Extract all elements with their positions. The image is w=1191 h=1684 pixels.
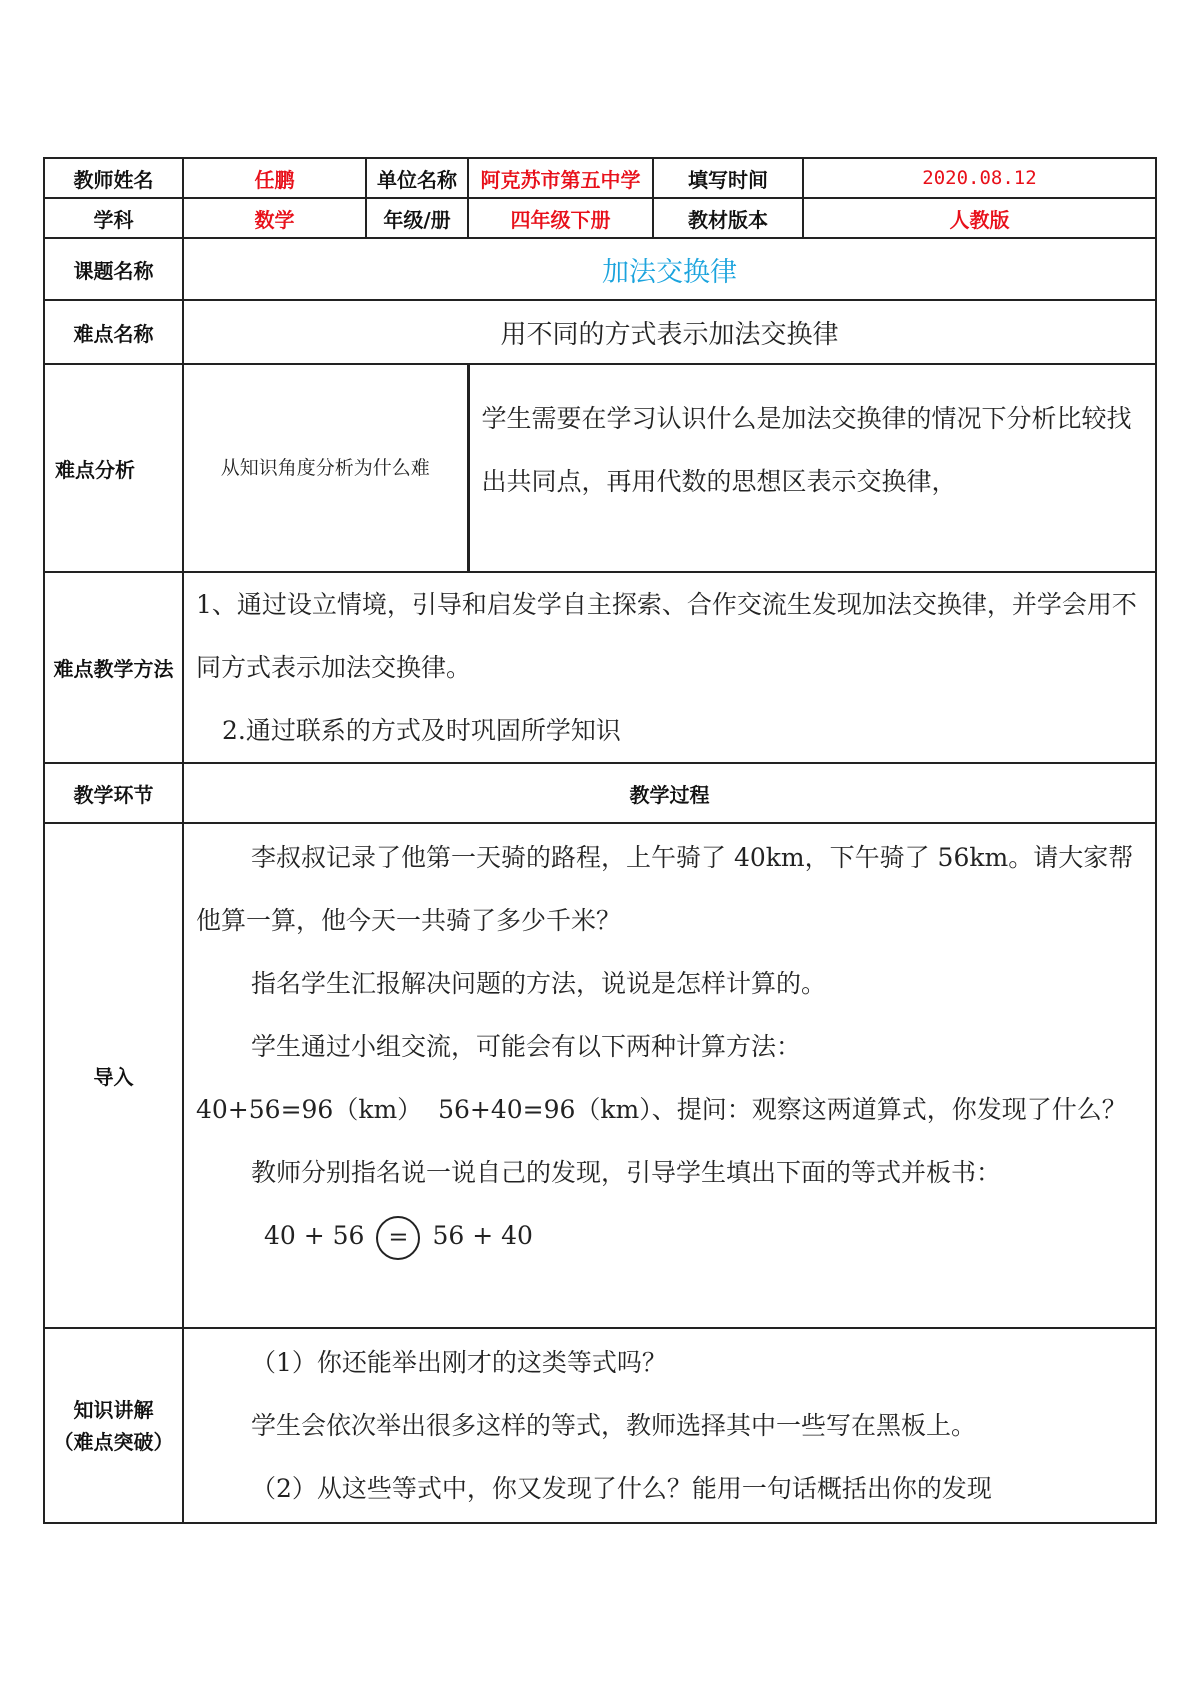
- process-header-row: [44, 763, 1156, 823]
- edition-value: 人教版: [803, 198, 1156, 238]
- method-label: 难点教学方法: [44, 572, 183, 763]
- grade-label: 年级/册: [366, 198, 468, 238]
- teacher-label: 教师姓名: [44, 158, 183, 198]
- knowledge-row: [44, 1328, 1156, 1523]
- analysis-text-cell: [468, 364, 1156, 572]
- unit-label: 单位名称: [366, 158, 468, 198]
- method-text-cell: [183, 572, 1156, 763]
- intro-p2: 指名学生汇报解决问题的方法，说说是怎样计算的。: [251, 969, 827, 998]
- process-label: 教学过程: [183, 763, 1156, 823]
- method-text: [184, 573, 1155, 762]
- method-line-2: 2.通过联系的方式及时巩固所学知识: [222, 716, 621, 745]
- topic-label: 课题名称: [44, 238, 183, 300]
- knowledge-label-line-2: （难点突破）: [53, 1429, 174, 1454]
- knowledge-text-cell: [183, 1328, 1156, 1523]
- lesson-plan-sheet: [43, 157, 1155, 1524]
- intro-text-cell: [183, 823, 1156, 1328]
- grade-value: 四年级下册: [468, 198, 653, 238]
- header-row-2: [44, 198, 1156, 238]
- fill-date: 2020.08.12: [803, 158, 1156, 198]
- knowledge-label: [44, 1328, 183, 1523]
- difficulty-row: [44, 300, 1156, 364]
- intro-label: 导入: [44, 823, 183, 1328]
- date-label: 填写时间: [653, 158, 803, 198]
- intro-p4: 40+56=96（km） 56+40=96（km）、提问：观察这两道算式，你发现了什么？: [196, 1095, 1127, 1124]
- knowledge-label-line-1: 知识讲解: [73, 1397, 154, 1422]
- topic-title: 加法交换律: [183, 238, 1156, 300]
- subject-label: 学科: [44, 198, 183, 238]
- circled-equals: =: [376, 1216, 420, 1260]
- analysis-sub-label: 从知识角度分析为什么难: [183, 364, 468, 572]
- formula-right: 56 + 40: [432, 1221, 533, 1250]
- subject-value: 数学: [183, 198, 366, 238]
- unit-name: 阿克苏市第五中学: [468, 158, 653, 198]
- knowledge-p2: 学生会依次举出很多这样的等式，教师选择其中一些写在黑板上。: [251, 1411, 977, 1440]
- edition-label: 教材版本: [653, 198, 803, 238]
- knowledge-text: [184, 1329, 1155, 1520]
- intro-p1: 李叔叔记录了他第一天骑的路程，上午骑了 40km，下午骑了 56km。请大家帮他算一算，他今天一共骑了多少千米？: [196, 843, 1134, 935]
- knowledge-p1: （1）你还能举出刚才的这类等式吗？: [251, 1348, 667, 1377]
- equation-formula: [184, 1204, 1155, 1267]
- teacher-name: 任鹏: [183, 158, 366, 198]
- header-row-1: [44, 158, 1156, 198]
- method-row: [44, 572, 1156, 763]
- method-line-1: 1、通过设立情境，引导和启发学自主探索、合作交流生发现加法交换律，并学会用不同方式表示加法交换律。: [196, 590, 1137, 682]
- intro-row: [44, 823, 1156, 1328]
- intro-text: [184, 824, 1155, 1204]
- analysis-text: 学生需要在学习认识什么是加法交换律的情况下分析比较找出共同点，再用代数的思想区表示交换律，: [481, 404, 1132, 496]
- analysis-label: 难点分析: [44, 364, 183, 572]
- formula-left: 40 + 56: [264, 1221, 365, 1250]
- knowledge-p3: （2）从这些等式中，你又发现了什么？能用一句话概括出你的发现: [251, 1474, 992, 1503]
- difficulty-label: 难点名称: [44, 300, 183, 364]
- intro-p3: 学生通过小组交流，可能会有以下两种计算方法：: [251, 1032, 802, 1061]
- lesson-plan-table: [43, 157, 1157, 1524]
- analysis-row: [44, 364, 1156, 572]
- intro-p5: 教师分别指名说一说自己的发现，引导学生填出下面的等式并板书：: [251, 1158, 1002, 1187]
- topic-row: [44, 238, 1156, 300]
- difficulty-name: 用不同的方式表示加法交换律: [183, 300, 1156, 364]
- stage-label: 教学环节: [44, 763, 183, 823]
